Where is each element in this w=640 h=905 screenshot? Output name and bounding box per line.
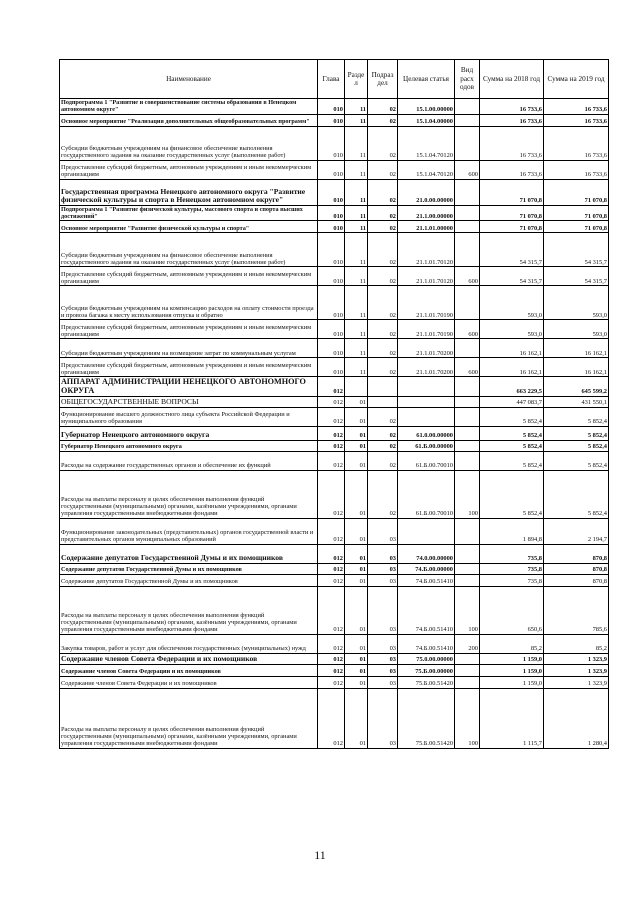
table-row — [60, 126, 609, 160]
row-target-article: 75.Б.00.00000 — [398, 664, 455, 676]
row-sum-2018: 1 894,8 — [480, 518, 544, 544]
row-expense-type — [455, 114, 480, 126]
table-row — [60, 664, 609, 676]
row-expense-type — [455, 377, 480, 396]
row-expense-type — [455, 451, 480, 470]
row-sum-2019: 870,8 — [544, 574, 609, 586]
row-expense-type — [455, 676, 480, 688]
row-podrazdel: 02 — [368, 114, 398, 126]
row-podrazdel: 03 — [368, 634, 398, 653]
header-name: Наименование — [60, 60, 318, 99]
row-sum-2018: 16 162,1 — [480, 339, 544, 358]
row-podrazdel: 02 — [368, 205, 398, 221]
row-podrazdel: 03 — [368, 676, 398, 688]
row-target-article: 74.Б.00.51410 — [398, 634, 455, 653]
row-sum-2018: 5 852,4 — [480, 451, 544, 470]
row-razdel: 11 — [345, 339, 368, 358]
row-razdel: 11 — [345, 233, 368, 267]
row-expense-type — [455, 233, 480, 267]
row-sum-2018: 71 070,8 — [480, 205, 544, 221]
row-podrazdel: 02 — [368, 426, 398, 440]
header-razdel: Разде л — [345, 60, 368, 99]
row-razdel: 11 — [345, 358, 368, 377]
row-sum-2019: 16 733,6 — [544, 99, 609, 115]
row-expense-type — [455, 518, 480, 544]
row-glava: 010 — [318, 267, 345, 286]
row-podrazdel: 03 — [368, 563, 398, 574]
budget-table — [59, 59, 609, 749]
row-glava: 012 — [318, 426, 345, 440]
table-row — [60, 574, 609, 586]
row-glava: 012 — [318, 653, 345, 664]
row-podrazdel — [368, 377, 398, 396]
row-target-article: 15.1.04.70120 — [398, 126, 455, 160]
row-expense-type: 600 — [455, 160, 480, 179]
row-name: Субсидии бюджетным учреждениям на финансовое обеспечение выполнения государственного задания на оказание государственных услуг (выполнение работ) — [60, 126, 318, 160]
table-row — [60, 586, 609, 634]
table-row — [60, 179, 609, 205]
row-name: Закупка товаров, работ и услуг для обеспечения государственных (муниципальных) нужд — [60, 634, 318, 653]
row-razdel: 01 — [345, 544, 368, 563]
row-sum-2018: 650,6 — [480, 586, 544, 634]
row-expense-type — [455, 426, 480, 440]
row-podrazdel: 02 — [368, 179, 398, 205]
row-sum-2018: 16 162,1 — [480, 358, 544, 377]
row-target-article: 21.1.01.70120 — [398, 233, 455, 267]
header-expense-type: Вид расх одов — [455, 60, 480, 99]
row-glava: 010 — [318, 233, 345, 267]
row-name: Расходы на выплаты персоналу в целях обеспечения выполнения функций государственными (муниципальными) органами, казёнными учреждениями, органами управления государственными внебюджетными фондами — [60, 470, 318, 518]
row-sum-2018: 54 315,7 — [480, 267, 544, 286]
row-target-article: 75.0.00.00000 — [398, 653, 455, 664]
row-podrazdel: 02 — [368, 267, 398, 286]
row-expense-type — [455, 563, 480, 574]
row-sum-2018: 1 115,7 — [480, 688, 544, 748]
row-expense-type — [455, 544, 480, 563]
row-razdel: 11 — [345, 160, 368, 179]
row-glava: 012 — [318, 407, 345, 426]
row-name: Расходы на содержание государственных органов и обеспечение их функций — [60, 451, 318, 470]
table-row — [60, 544, 609, 563]
row-podrazdel: 02 — [368, 99, 398, 115]
row-podrazdel: 02 — [368, 407, 398, 426]
row-glava: 010 — [318, 358, 345, 377]
row-target-article — [398, 377, 455, 396]
row-sum-2018: 71 070,8 — [480, 221, 544, 233]
row-podrazdel: 02 — [368, 440, 398, 451]
row-glava: 010 — [318, 99, 345, 115]
row-sum-2018: 735,8 — [480, 574, 544, 586]
row-sum-2018: 16 733,6 — [480, 99, 544, 115]
row-sum-2019: 5 852,4 — [544, 451, 609, 470]
row-target-article: 21.1.01.70200 — [398, 339, 455, 358]
table-row — [60, 518, 609, 544]
row-target-article: 74.Б.00.51410 — [398, 586, 455, 634]
table-row — [60, 563, 609, 574]
row-sum-2019: 593,0 — [544, 286, 609, 320]
row-target-article: 21.1.01.70200 — [398, 358, 455, 377]
row-sum-2018: 16 733,6 — [480, 160, 544, 179]
row-sum-2018: 735,8 — [480, 563, 544, 574]
row-name: Субсидии бюджетным учреждениям на компенсацию расходов на оплату стоимости проезда и провоза багажа к месту использования отпуска и обратно — [60, 286, 318, 320]
row-expense-type — [455, 286, 480, 320]
row-sum-2019: 1 323,9 — [544, 676, 609, 688]
row-glava: 012 — [318, 377, 345, 396]
page-number: 11 — [314, 848, 326, 862]
row-glava: 012 — [318, 664, 345, 676]
row-name: Субсидии бюджетным учреждениям на возмещение затрат по коммунальным услугам — [60, 339, 318, 358]
row-sum-2019: 5 852,4 — [544, 407, 609, 426]
row-podrazdel: 02 — [368, 160, 398, 179]
table-row — [60, 221, 609, 233]
row-podrazdel: 02 — [368, 339, 398, 358]
row-glava: 012 — [318, 634, 345, 653]
row-target-article: 75.Б.00.51420 — [398, 688, 455, 748]
row-sum-2019: 71 070,8 — [544, 221, 609, 233]
row-podrazdel: 03 — [368, 518, 398, 544]
row-glava: 010 — [318, 205, 345, 221]
row-sum-2019: 5 852,4 — [544, 440, 609, 451]
row-name: Губернатор Ненецкого автономного округа — [60, 426, 318, 440]
row-glava: 010 — [318, 320, 345, 339]
row-podrazdel: 02 — [368, 286, 398, 320]
row-podrazdel: 02 — [368, 221, 398, 233]
row-sum-2018: 16 733,6 — [480, 126, 544, 160]
table-row — [60, 440, 609, 451]
row-name: Основное мероприятие "Реализация дополнительных общеобразовательных программ" — [60, 114, 318, 126]
row-target-article: 21.1.01.70190 — [398, 320, 455, 339]
row-podrazdel: 02 — [368, 470, 398, 518]
row-sum-2019: 645 599,2 — [544, 377, 609, 396]
row-target-article: 15.1.04.70120 — [398, 160, 455, 179]
row-razdel: 01 — [345, 563, 368, 574]
row-expense-type — [455, 440, 480, 451]
table-row — [60, 676, 609, 688]
row-name: Подпрограмма 1 "Развитие физической культуры, массового спорта и спорта высших достижений" — [60, 205, 318, 221]
row-expense-type — [455, 205, 480, 221]
row-name: Расходы на выплаты персоналу в целях обеспечения выполнения функций государственными (муниципальными) органами, казёнными учреждениями, органами управления государственными внебюджетными фондами — [60, 688, 318, 748]
row-expense-type: 600 — [455, 267, 480, 286]
row-expense-type: 600 — [455, 320, 480, 339]
row-sum-2019: 593,0 — [544, 320, 609, 339]
row-razdel: 11 — [345, 179, 368, 205]
row-sum-2018: 71 070,8 — [480, 179, 544, 205]
row-razdel: 11 — [345, 221, 368, 233]
row-target-article: 74.0.00.00000 — [398, 544, 455, 563]
row-glava: 012 — [318, 688, 345, 748]
row-sum-2019: 16 162,1 — [544, 339, 609, 358]
header-glava: Глава — [318, 60, 345, 99]
row-name: ОБЩЕГОСУДАРСТВЕННЫЕ ВОПРОСЫ — [60, 396, 318, 407]
table-row — [60, 205, 609, 221]
row-razdel: 01 — [345, 676, 368, 688]
row-sum-2019: 870,8 — [544, 544, 609, 563]
row-razdel: 11 — [345, 286, 368, 320]
row-target-article: 61.Б.00.70010 — [398, 451, 455, 470]
row-name: Подпрограмма 1 "Развитие и совершенствование системы образования в Ненецком автономном округе" — [60, 99, 318, 115]
row-target-article: 21.1.01.00000 — [398, 221, 455, 233]
row-name: Содержание членов Совета Федерации и их помощников — [60, 676, 318, 688]
row-razdel — [345, 377, 368, 396]
row-target-article — [398, 518, 455, 544]
row-glava: 010 — [318, 339, 345, 358]
row-glava: 012 — [318, 518, 345, 544]
table-row — [60, 339, 609, 358]
row-razdel: 01 — [345, 586, 368, 634]
row-sum-2019: 54 315,7 — [544, 267, 609, 286]
row-target-article: 21.1.00.00000 — [398, 205, 455, 221]
row-sum-2018: 85,2 — [480, 634, 544, 653]
row-sum-2019: 1 280,4 — [544, 688, 609, 748]
row-sum-2019: 85,2 — [544, 634, 609, 653]
row-expense-type — [455, 339, 480, 358]
row-expense-type — [455, 221, 480, 233]
row-target-article: 61.Б.00.00000 — [398, 440, 455, 451]
row-sum-2019: 54 315,7 — [544, 233, 609, 267]
table-row — [60, 358, 609, 377]
row-razdel: 11 — [345, 114, 368, 126]
row-expense-type — [455, 664, 480, 676]
row-name: Предоставление субсидий бюджетным, автономным учреждениям и иным некоммерческим организациям — [60, 267, 318, 286]
row-glava: 012 — [318, 470, 345, 518]
table-row — [60, 634, 609, 653]
row-name: Содержание депутатов Государственной Думы и их помощников — [60, 544, 318, 563]
row-sum-2019: 71 070,8 — [544, 179, 609, 205]
row-sum-2018: 593,0 — [480, 286, 544, 320]
row-sum-2019: 5 852,4 — [544, 470, 609, 518]
row-sum-2018: 447 083,7 — [480, 396, 544, 407]
table-body — [60, 99, 609, 749]
row-podrazdel: 03 — [368, 574, 398, 586]
row-name: АППАРАТ АДМИНИСТРАЦИИ НЕНЕЦКОГО АВТОНОМНОГО ОКРУГА — [60, 377, 318, 396]
row-expense-type — [455, 396, 480, 407]
row-glava: 010 — [318, 179, 345, 205]
row-glava: 010 — [318, 126, 345, 160]
row-razdel: 01 — [345, 574, 368, 586]
row-name: Предоставление субсидий бюджетным, автономным учреждениям и иным некоммерческим организациям — [60, 320, 318, 339]
table-row — [60, 396, 609, 407]
row-glava: 012 — [318, 396, 345, 407]
table-row — [60, 114, 609, 126]
row-name: Содержание членов Совета Федерации и их помощников — [60, 653, 318, 664]
table-row — [60, 160, 609, 179]
row-sum-2018: 5 852,4 — [480, 440, 544, 451]
row-name: Функционирование высшего должностного лица субъекта Российской Федерации и муниципального образования — [60, 407, 318, 426]
row-sum-2019: 16 733,6 — [544, 114, 609, 126]
row-razdel: 01 — [345, 407, 368, 426]
row-name: Функционирование законодательных (представительных) органов государственной власти и представительных органов муниципальных образований — [60, 518, 318, 544]
table-header-row — [60, 60, 609, 99]
row-glava: 010 — [318, 221, 345, 233]
row-podrazdel: 03 — [368, 664, 398, 676]
table-row — [60, 233, 609, 267]
row-glava: 010 — [318, 160, 345, 179]
header-sum-2018: Сумма на 2018 год — [480, 60, 544, 99]
row-sum-2019: 785,6 — [544, 586, 609, 634]
row-glava: 012 — [318, 586, 345, 634]
row-name: Субсидии бюджетным учреждениям на финансовое обеспечение выполнения государственного задания на оказание государственных услуг (выполнение работ) — [60, 233, 318, 267]
table-row — [60, 99, 609, 115]
row-razdel: 11 — [345, 99, 368, 115]
row-podrazdel: 02 — [368, 233, 398, 267]
row-sum-2019: 870,8 — [544, 563, 609, 574]
row-target-article — [398, 396, 455, 407]
row-glava: 012 — [318, 563, 345, 574]
row-expense-type: 100 — [455, 586, 480, 634]
row-podrazdel: 03 — [368, 688, 398, 748]
row-razdel: 01 — [345, 634, 368, 653]
row-sum-2018: 5 852,4 — [480, 407, 544, 426]
row-sum-2019: 1 323,9 — [544, 664, 609, 676]
row-name: Расходы на выплаты персоналу в целях обеспечения выполнения функций государственными (муниципальными) органами, казёнными учреждениями, органами управления государственными внебюджетными фондами — [60, 586, 318, 634]
row-glava: 012 — [318, 574, 345, 586]
table-row — [60, 377, 609, 396]
row-target-article — [398, 407, 455, 426]
row-sum-2019: 5 852,4 — [544, 426, 609, 440]
row-name: Содержание депутатов Государственной Думы и их помощников — [60, 574, 318, 586]
row-razdel: 01 — [345, 440, 368, 451]
row-sum-2018: 1 159,0 — [480, 676, 544, 688]
row-sum-2019: 1 323,9 — [544, 653, 609, 664]
row-glava: 012 — [318, 440, 345, 451]
row-expense-type: 100 — [455, 470, 480, 518]
row-sum-2019: 16 733,6 — [544, 160, 609, 179]
row-target-article: 21.1.01.70190 — [398, 286, 455, 320]
row-razdel: 01 — [345, 426, 368, 440]
header-target-article: Целевая статья — [398, 60, 455, 99]
row-sum-2018: 663 229,5 — [480, 377, 544, 396]
row-name: Содержание членов Совета Федерации и их помощников — [60, 664, 318, 676]
row-razdel: 01 — [345, 518, 368, 544]
row-expense-type — [455, 407, 480, 426]
row-razdel: 11 — [345, 205, 368, 221]
row-expense-type — [455, 179, 480, 205]
row-target-article: 74.Б.00.51410 — [398, 574, 455, 586]
row-glava: 012 — [318, 544, 345, 563]
table-row — [60, 267, 609, 286]
row-target-article: 21.1.01.70120 — [398, 267, 455, 286]
row-razdel: 01 — [345, 688, 368, 748]
row-razdel: 11 — [345, 126, 368, 160]
row-sum-2018: 735,8 — [480, 544, 544, 563]
row-name: Предоставление субсидий бюджетным, автономным учреждениям и иным некоммерческим организациям — [60, 160, 318, 179]
row-sum-2018: 5 852,4 — [480, 426, 544, 440]
header-sum-2019: Сумма на 2019 год — [544, 60, 609, 99]
row-expense-type — [455, 126, 480, 160]
row-podrazdel — [368, 396, 398, 407]
row-glava: 010 — [318, 286, 345, 320]
row-target-article: 21.0.00.00000 — [398, 179, 455, 205]
row-sum-2018: 1 159,0 — [480, 653, 544, 664]
row-podrazdel: 02 — [368, 126, 398, 160]
row-glava: 012 — [318, 451, 345, 470]
table-row — [60, 286, 609, 320]
row-razdel: 01 — [345, 470, 368, 518]
row-target-article: 74.Б.00.00000 — [398, 563, 455, 574]
row-expense-type: 600 — [455, 358, 480, 377]
row-razdel: 01 — [345, 396, 368, 407]
row-razdel: 11 — [345, 320, 368, 339]
row-target-article: 15.1.04.00000 — [398, 114, 455, 126]
row-razdel: 01 — [345, 664, 368, 676]
row-podrazdel: 02 — [368, 358, 398, 377]
row-podrazdel: 03 — [368, 653, 398, 664]
row-sum-2019: 16 162,1 — [544, 358, 609, 377]
row-expense-type — [455, 99, 480, 115]
row-sum-2019: 431 550,1 — [544, 396, 609, 407]
row-sum-2019: 71 070,8 — [544, 205, 609, 221]
row-razdel: 01 — [345, 653, 368, 664]
row-name: Предоставление субсидий бюджетным, автономным учреждениям и иным некоммерческим организациям — [60, 358, 318, 377]
table-row — [60, 653, 609, 664]
table-row — [60, 451, 609, 470]
table-row — [60, 426, 609, 440]
row-podrazdel: 02 — [368, 320, 398, 339]
header-podrazdel: Подраз дел — [368, 60, 398, 99]
row-name: Содержание депутатов Государственной Думы и их помощников — [60, 563, 318, 574]
row-razdel: 11 — [345, 267, 368, 286]
row-expense-type — [455, 653, 480, 664]
row-name: Основное мероприятие "Развитие физической культуры и спорта" — [60, 221, 318, 233]
row-target-article: 15.1.00.00000 — [398, 99, 455, 115]
table-row — [60, 688, 609, 748]
row-target-article: 61.0.00.00000 — [398, 426, 455, 440]
row-sum-2018: 5 852,4 — [480, 470, 544, 518]
row-name: Губернатор Ненецкого автономного округа — [60, 440, 318, 451]
row-podrazdel: 03 — [368, 586, 398, 634]
row-glava: 010 — [318, 114, 345, 126]
table-row — [60, 407, 609, 426]
row-sum-2018: 54 315,7 — [480, 233, 544, 267]
row-target-article: 61.Б.00.70010 — [398, 470, 455, 518]
table-row — [60, 320, 609, 339]
row-glava: 012 — [318, 676, 345, 688]
row-expense-type — [455, 574, 480, 586]
row-target-article: 75.Б.00.51420 — [398, 676, 455, 688]
row-razdel: 01 — [345, 451, 368, 470]
row-expense-type: 100 — [455, 688, 480, 748]
row-sum-2018: 16 733,6 — [480, 114, 544, 126]
row-expense-type: 200 — [455, 634, 480, 653]
row-sum-2018: 593,0 — [480, 320, 544, 339]
row-podrazdel: 02 — [368, 451, 398, 470]
table-row — [60, 470, 609, 518]
row-sum-2019: 16 733,6 — [544, 126, 609, 160]
row-podrazdel: 03 — [368, 544, 398, 563]
row-sum-2018: 1 159,0 — [480, 664, 544, 676]
row-name: Государственная программа Ненецкого автономного округа "Развитие физической культуры и спорта в Ненецком автономном округе" — [60, 179, 318, 205]
row-sum-2019: 2 194,7 — [544, 518, 609, 544]
